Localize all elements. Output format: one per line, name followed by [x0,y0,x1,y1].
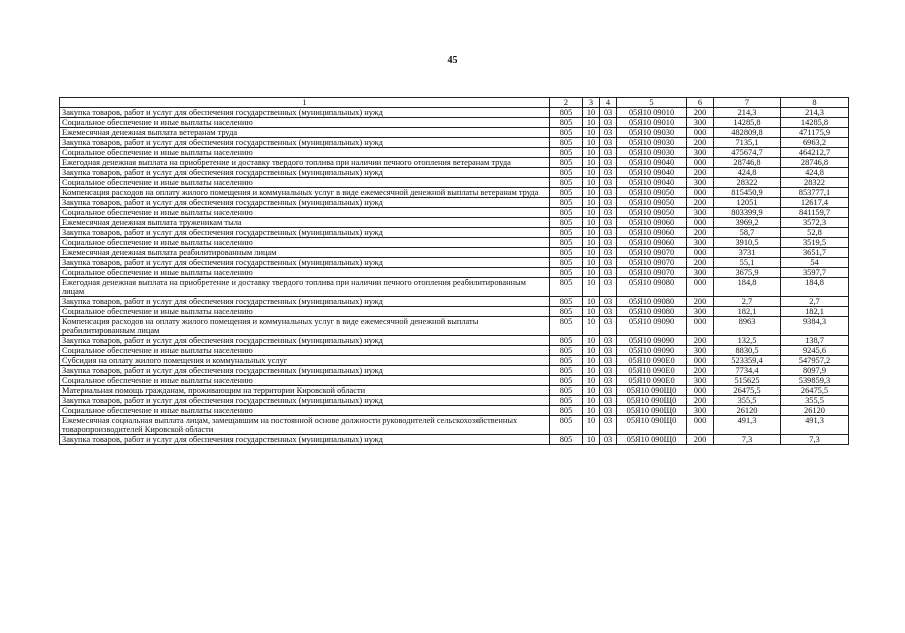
amount-year2-cell: 3572,3 [781,218,849,228]
expense-type-cell: 200 [687,108,714,118]
subsection-cell: 03 [600,238,617,248]
table-row [60,238,849,248]
target-article-cell: 05Я10 09060 [617,218,687,228]
gov-code-cell: 805 [550,138,583,148]
table-row [60,278,849,297]
row-name-cell: Закупка товаров, работ и услуг для обеспечения государственных (муниципальных) нужд [60,138,550,148]
header-cell: 1 [60,98,550,108]
amount-year1-cell: 182,1 [714,307,781,317]
row-name-cell: Закупка товаров, работ и услуг для обеспечения государственных (муниципальных) нужд [60,198,550,208]
target-article-cell: 05Я10 09040 [617,158,687,168]
gov-code-cell: 805 [550,366,583,376]
table-row [60,248,849,258]
expense-type-cell: 300 [687,208,714,218]
row-name-cell: Закупка товаров, работ и услуг для обеспечения государственных (муниципальных) нужд [60,336,550,346]
amount-year2-cell: 28746,8 [781,158,849,168]
row-name-cell: Социальное обеспечение и иные выплаты населению [60,406,550,416]
expense-type-cell: 000 [687,416,714,435]
subsection-cell: 03 [600,178,617,188]
table-row [60,268,849,278]
table-row [60,307,849,317]
amount-year2-cell: 214,3 [781,108,849,118]
amount-year2-cell: 539859,3 [781,376,849,386]
subsection-cell: 03 [600,435,617,445]
row-name-cell: Компенсация расходов на оплату жилого помещения и коммунальных услуг в виде ежемесячной денежной выплаты ветеранам труда [60,188,550,198]
amount-year1-cell: 132,5 [714,336,781,346]
gov-code-cell: 805 [550,208,583,218]
header-cell: 8 [781,98,849,108]
amount-year2-cell: 28322 [781,178,849,188]
amount-year2-cell: 9245,6 [781,346,849,356]
amount-year1-cell: 7,3 [714,435,781,445]
target-article-cell: 05Я10 09050 [617,198,687,208]
target-article-cell: 05Я10 09090 [617,336,687,346]
subsection-cell: 03 [600,258,617,268]
amount-year2-cell: 853777,1 [781,188,849,198]
section-cell: 10 [583,228,600,238]
expense-type-cell: 300 [687,178,714,188]
gov-code-cell: 805 [550,178,583,188]
amount-year2-cell: 3519,5 [781,238,849,248]
amount-year1-cell: 3969,2 [714,218,781,228]
table-row [60,396,849,406]
section-cell: 10 [583,435,600,445]
section-cell: 10 [583,118,600,128]
target-article-cell: 05Я10 09090 [617,317,687,336]
amount-year2-cell: 471175,9 [781,128,849,138]
row-name-cell: Социальное обеспечение и иные выплаты населению [60,268,550,278]
section-cell: 10 [583,366,600,376]
table-row [60,168,849,178]
section-cell: 10 [583,336,600,346]
gov-code-cell: 805 [550,188,583,198]
target-article-cell: 05Я10 09050 [617,188,687,198]
section-cell: 10 [583,268,600,278]
subsection-cell: 03 [600,158,617,168]
target-article-cell: 05Я10 09060 [617,228,687,238]
expense-type-cell: 000 [687,158,714,168]
gov-code-cell: 805 [550,435,583,445]
section-cell: 10 [583,198,600,208]
target-article-cell: 05Я10 09010 [617,108,687,118]
amount-year1-cell: 184,8 [714,278,781,297]
section-cell: 10 [583,406,600,416]
amount-year2-cell: 12617,4 [781,198,849,208]
row-name-cell: Социальное обеспечение и иные выплаты населению [60,376,550,386]
subsection-cell: 03 [600,297,617,307]
subsection-cell: 03 [600,128,617,138]
table-row [60,208,849,218]
section-cell: 10 [583,248,600,258]
table-row [60,336,849,346]
page-number: 45 [447,55,458,66]
section-cell: 10 [583,376,600,386]
table-row [60,435,849,445]
row-name-cell: Материальная помощь гражданам, проживающим на территории Кировской области [60,386,550,396]
header-cell: 2 [550,98,583,108]
subsection-cell: 03 [600,317,617,336]
gov-code-cell: 805 [550,118,583,128]
amount-year2-cell: 491,3 [781,416,849,435]
target-article-cell: 05Я10 09080 [617,307,687,317]
row-name-cell: Ежемесячная денежная выплата реабилитированным лицам [60,248,550,258]
section-cell: 10 [583,356,600,366]
amount-year2-cell: 26120 [781,406,849,416]
gov-code-cell: 805 [550,356,583,366]
gov-code-cell: 805 [550,158,583,168]
amount-year1-cell: 491,3 [714,416,781,435]
section-cell: 10 [583,138,600,148]
row-name-cell: Закупка товаров, работ и услуг для обеспечения государственных (муниципальных) нужд [60,366,550,376]
expense-type-cell: 200 [687,336,714,346]
amount-year2-cell: 464212,7 [781,148,849,158]
amount-year1-cell: 26120 [714,406,781,416]
amount-year1-cell: 14285,8 [714,118,781,128]
table-row [60,128,849,138]
subsection-cell: 03 [600,356,617,366]
row-name-cell: Социальное обеспечение и иные выплаты населению [60,118,550,128]
gov-code-cell: 805 [550,406,583,416]
gov-code-cell: 805 [550,258,583,268]
gov-code-cell: 805 [550,396,583,406]
section-cell: 10 [583,238,600,248]
subsection-cell: 03 [600,198,617,208]
table-row [60,218,849,228]
amount-year2-cell: 14285,8 [781,118,849,128]
subsection-cell: 03 [600,118,617,128]
subsection-cell: 03 [600,366,617,376]
subsection-cell: 03 [600,168,617,178]
table-row [60,346,849,356]
gov-code-cell: 805 [550,168,583,178]
header-cell: 5 [617,98,687,108]
table-row [60,118,849,128]
gov-code-cell: 805 [550,317,583,336]
amount-year2-cell: 841159,7 [781,208,849,218]
row-name-cell: Ежегодная денежная выплата на приобретение и доставку твердого топлива при наличии печного отопления ветеранам труда [60,158,550,168]
target-article-cell: 05Я10 09040 [617,178,687,188]
amount-year2-cell: 3651,7 [781,248,849,258]
table-row [60,297,849,307]
expense-type-cell: 000 [687,386,714,396]
amount-year1-cell: 26475,5 [714,386,781,396]
row-name-cell: Социальное обеспечение и иные выплаты населению [60,307,550,317]
target-article-cell: 05Я10 090Щ0 [617,416,687,435]
section-cell: 10 [583,128,600,138]
row-name-cell: Ежегодная денежная выплата на приобретение и доставку твердого топлива при наличии печного отопления реабилитированным лицам [60,278,550,297]
expense-type-cell: 200 [687,396,714,406]
target-article-cell: 05Я10 09060 [617,238,687,248]
expense-type-cell: 300 [687,118,714,128]
gov-code-cell: 805 [550,386,583,396]
amount-year1-cell: 3731 [714,248,781,258]
expense-type-cell: 200 [687,138,714,148]
expense-type-cell: 000 [687,188,714,198]
section-cell: 10 [583,416,600,435]
table-row [60,366,849,376]
table-row [60,148,849,158]
section-cell: 10 [583,297,600,307]
table-row [60,406,849,416]
gov-code-cell: 805 [550,148,583,158]
subsection-cell: 03 [600,108,617,118]
section-cell: 10 [583,168,600,178]
amount-year1-cell: 3910,5 [714,238,781,248]
amount-year2-cell: 6963,2 [781,138,849,148]
gov-code-cell: 805 [550,198,583,208]
expense-type-cell: 300 [687,376,714,386]
row-name-cell: Закупка товаров, работ и услуг для обеспечения государственных (муниципальных) нужд [60,297,550,307]
header-cell: 7 [714,98,781,108]
amount-year1-cell: 515625 [714,376,781,386]
subsection-cell: 03 [600,248,617,258]
target-article-cell: 05Я10 09050 [617,208,687,218]
amount-year2-cell: 138,7 [781,336,849,346]
row-name-cell: Закупка товаров, работ и услуг для обеспечения государственных (муниципальных) нужд [60,258,550,268]
target-article-cell: 05Я10 09080 [617,297,687,307]
amount-year1-cell: 482809,8 [714,128,781,138]
amount-year1-cell: 355,5 [714,396,781,406]
subsection-cell: 03 [600,208,617,218]
subsection-cell: 03 [600,228,617,238]
header-cell: 3 [583,98,600,108]
gov-code-cell: 805 [550,416,583,435]
amount-year1-cell: 8830,5 [714,346,781,356]
expense-type-cell: 000 [687,248,714,258]
subsection-cell: 03 [600,307,617,317]
expense-type-cell: 300 [687,346,714,356]
expense-type-cell: 300 [687,268,714,278]
expense-type-cell: 300 [687,238,714,248]
amount-year2-cell: 52,8 [781,228,849,238]
subsection-cell: 03 [600,346,617,356]
amount-year2-cell: 7,3 [781,435,849,445]
gov-code-cell: 805 [550,278,583,297]
amount-year2-cell: 182,1 [781,307,849,317]
expense-type-cell: 200 [687,168,714,178]
row-name-cell: Ежемесячная денежная выплата ветеранам труда [60,128,550,138]
row-name-cell: Социальное обеспечение и иные выплаты населению [60,238,550,248]
row-name-cell: Социальное обеспечение и иные выплаты населению [60,178,550,188]
subsection-cell: 03 [600,406,617,416]
amount-year1-cell: 523359,4 [714,356,781,366]
amount-year1-cell: 55,1 [714,258,781,268]
amount-year2-cell: 424,8 [781,168,849,178]
header-cell: 4 [600,98,617,108]
gov-code-cell: 805 [550,376,583,386]
table-row [60,317,849,336]
amount-year1-cell: 8963 [714,317,781,336]
target-article-cell: 05Я10 09030 [617,138,687,148]
subsection-cell: 03 [600,148,617,158]
subsection-cell: 03 [600,416,617,435]
amount-year1-cell: 12051 [714,198,781,208]
target-article-cell: 05Я10 090Щ0 [617,435,687,445]
target-article-cell: 05Я10 09040 [617,168,687,178]
gov-code-cell: 805 [550,336,583,346]
section-cell: 10 [583,148,600,158]
amount-year2-cell: 184,8 [781,278,849,297]
amount-year2-cell: 355,5 [781,396,849,406]
section-cell: 10 [583,307,600,317]
section-cell: 10 [583,396,600,406]
gov-code-cell: 805 [550,268,583,278]
table-row [60,228,849,238]
amount-year1-cell: 424,8 [714,168,781,178]
row-name-cell: Закупка товаров, работ и услуг для обеспечения государственных (муниципальных) нужд [60,396,550,406]
gov-code-cell: 805 [550,228,583,238]
row-name-cell: Социальное обеспечение и иные выплаты населению [60,148,550,158]
row-name-cell: Закупка товаров, работ и услуг для обеспечения государственных (муниципальных) нужд [60,435,550,445]
expense-type-cell: 000 [687,218,714,228]
target-article-cell: 05Я10 09070 [617,248,687,258]
gov-code-cell: 805 [550,307,583,317]
gov-code-cell: 805 [550,218,583,228]
table-row [60,198,849,208]
gov-code-cell: 805 [550,128,583,138]
table-row [60,356,849,366]
target-article-cell: 05Я10 09030 [617,128,687,138]
amount-year1-cell: 28322 [714,178,781,188]
amount-year1-cell: 3675,9 [714,268,781,278]
target-article-cell: 05Я10 090Щ0 [617,396,687,406]
amount-year1-cell: 28746,8 [714,158,781,168]
amount-year1-cell: 214,3 [714,108,781,118]
expense-type-cell: 000 [687,278,714,297]
target-article-cell: 05Я10 090Щ0 [617,406,687,416]
table-row [60,258,849,268]
table-row [60,138,849,148]
amount-year1-cell: 58,7 [714,228,781,238]
row-name-cell: Закупка товаров, работ и услуг для обеспечения государственных (муниципальных) нужд [60,168,550,178]
row-name-cell: Субсидия на оплату жилого помещения и коммунальных услуг [60,356,550,366]
table-row [60,108,849,118]
subsection-cell: 03 [600,386,617,396]
target-article-cell: 05Я10 09070 [617,268,687,278]
amount-year2-cell: 3597,7 [781,268,849,278]
expense-type-cell: 000 [687,356,714,366]
expense-type-cell: 200 [687,198,714,208]
expense-type-cell: 000 [687,317,714,336]
amount-year2-cell: 547957,2 [781,356,849,366]
target-article-cell: 05Я10 090Е0 [617,356,687,366]
amount-year2-cell: 26475,5 [781,386,849,396]
amount-year2-cell: 9384,3 [781,317,849,336]
gov-code-cell: 805 [550,108,583,118]
target-article-cell: 05Я10 09030 [617,148,687,158]
subsection-cell: 03 [600,218,617,228]
section-cell: 10 [583,158,600,168]
table-row [60,416,849,435]
section-cell: 10 [583,108,600,118]
expense-type-cell: 200 [687,435,714,445]
gov-code-cell: 805 [550,238,583,248]
header-cell: 6 [687,98,714,108]
gov-code-cell: 805 [550,297,583,307]
expense-type-cell: 000 [687,128,714,138]
target-article-cell: 05Я10 090Щ0 [617,386,687,396]
gov-code-cell: 805 [550,346,583,356]
subsection-cell: 03 [600,376,617,386]
row-name-cell: Социальное обеспечение и иные выплаты населению [60,208,550,218]
section-cell: 10 [583,317,600,336]
table-row [60,178,849,188]
amount-year1-cell: 7734,4 [714,366,781,376]
section-cell: 10 [583,178,600,188]
section-cell: 10 [583,278,600,297]
expense-type-cell: 200 [687,366,714,376]
section-cell: 10 [583,386,600,396]
table-row [60,376,849,386]
row-name-cell: Ежемесячная социальная выплата лицам, замещавшим на постоянной основе должности руководителей сельскохозяйственных товаропроизводителей Кировской области [60,416,550,435]
expense-type-cell: 200 [687,228,714,238]
table-row [60,188,849,198]
target-article-cell: 05Я10 09010 [617,118,687,128]
expense-type-cell: 300 [687,148,714,158]
section-cell: 10 [583,346,600,356]
row-name-cell: Компенсация расходов на оплату жилого помещения и коммунальных услуг в виде ежемесячной денежной выплаты реабилитированным лицам [60,317,550,336]
expense-type-cell: 200 [687,258,714,268]
table-header-row [60,98,849,108]
table-row [60,386,849,396]
row-name-cell: Социальное обеспечение и иные выплаты населению [60,346,550,356]
section-cell: 10 [583,188,600,198]
expense-type-cell: 200 [687,297,714,307]
section-cell: 10 [583,218,600,228]
expense-type-cell: 300 [687,307,714,317]
section-cell: 10 [583,258,600,268]
amount-year1-cell: 803399,9 [714,208,781,218]
subsection-cell: 03 [600,278,617,297]
amount-year1-cell: 7135,1 [714,138,781,148]
gov-code-cell: 805 [550,248,583,258]
table-row [60,158,849,168]
amount-year2-cell: 8097,9 [781,366,849,376]
row-name-cell: Закупка товаров, работ и услуг для обеспечения государственных (муниципальных) нужд [60,108,550,118]
amount-year1-cell: 815450,9 [714,188,781,198]
amount-year2-cell: 54 [781,258,849,268]
target-article-cell: 05Я10 09090 [617,346,687,356]
target-article-cell: 05Я10 090Е0 [617,376,687,386]
target-article-cell: 05Я10 09070 [617,258,687,268]
section-cell: 10 [583,208,600,218]
row-name-cell: Закупка товаров, работ и услуг для обеспечения государственных (муниципальных) нужд [60,228,550,238]
budget-table [59,97,849,445]
amount-year1-cell: 475674,7 [714,148,781,158]
subsection-cell: 03 [600,188,617,198]
amount-year2-cell: 2,7 [781,297,849,307]
subsection-cell: 03 [600,268,617,278]
subsection-cell: 03 [600,138,617,148]
target-article-cell: 05Я10 090Е0 [617,366,687,376]
target-article-cell: 05Я10 09080 [617,278,687,297]
expense-type-cell: 300 [687,406,714,416]
subsection-cell: 03 [600,336,617,346]
subsection-cell: 03 [600,396,617,406]
row-name-cell: Ежемесячная денежная выплата труженикам тыла [60,218,550,228]
amount-year1-cell: 2,7 [714,297,781,307]
